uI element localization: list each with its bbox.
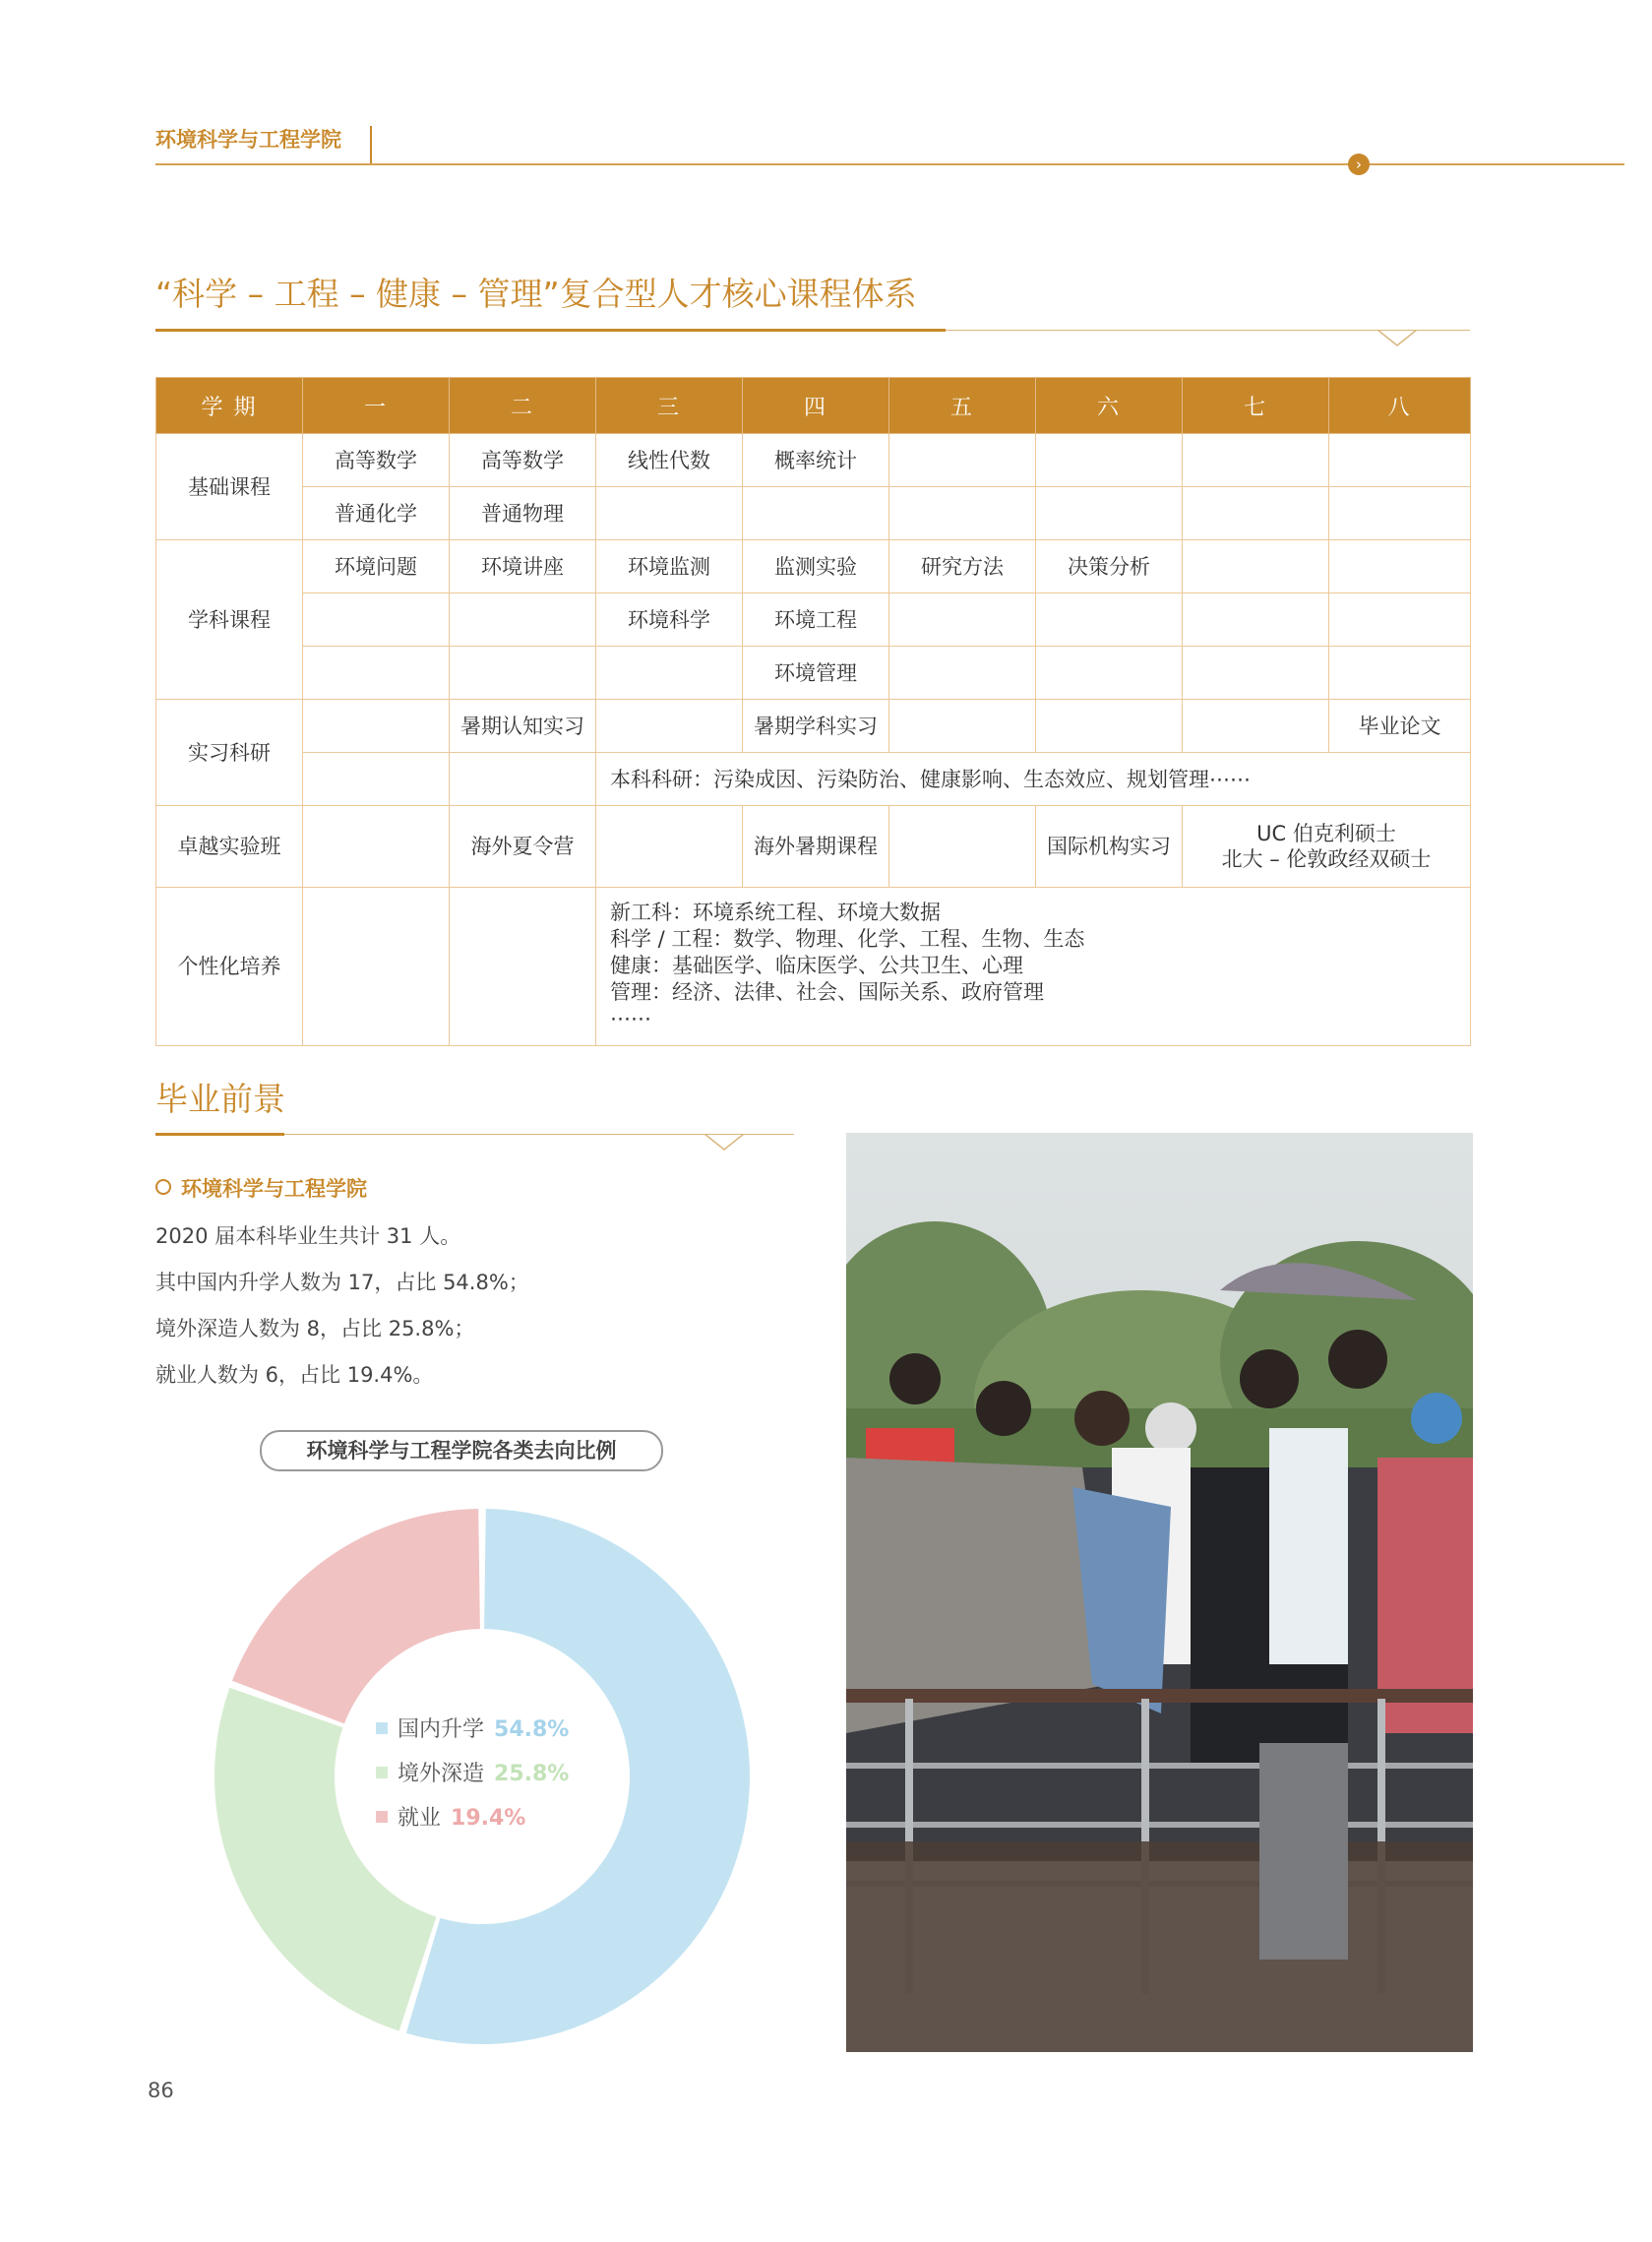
table-cell <box>1329 593 1471 647</box>
table-cell: 高等数学 <box>450 434 596 487</box>
table-cell: 暑期学科实习 <box>743 700 889 753</box>
table-row <box>156 647 1471 700</box>
table-cell <box>889 434 1036 487</box>
table-cell <box>303 888 450 1046</box>
legend-label: 就业 <box>398 1806 442 1831</box>
table-cell <box>1183 540 1329 593</box>
table-cell <box>1036 487 1183 540</box>
table-row <box>156 753 1471 806</box>
table-cell: 国际机构实习 <box>1036 806 1183 888</box>
table-cell <box>303 753 450 806</box>
table-row <box>156 540 1471 593</box>
table-cell <box>1183 647 1329 700</box>
table-cell <box>1329 434 1471 487</box>
legend-value: 54.8% <box>494 1717 570 1742</box>
table-cell <box>1036 647 1183 700</box>
table-cell: 环境监测 <box>596 540 743 593</box>
table-cell <box>450 753 596 806</box>
legend-swatch <box>376 1811 388 1823</box>
table-cell <box>596 647 743 700</box>
legend-item <box>376 1757 569 1787</box>
header-title: 环境科学与工程学院 <box>155 128 341 152</box>
table-cell <box>889 487 1036 540</box>
table-cell <box>1183 434 1329 487</box>
graduation-title-underline <box>155 1133 284 1136</box>
chevron-right-icon: › <box>1348 154 1370 175</box>
students-field-trip-photo <box>846 1133 1473 2052</box>
table-cell: 高等数学 <box>303 434 450 487</box>
personal-cell <box>596 888 1471 1046</box>
column-header: 一 <box>303 378 450 434</box>
legend-item <box>376 1713 569 1743</box>
legend-swatch <box>376 1767 388 1778</box>
table-cell <box>1036 593 1183 647</box>
table-cell <box>303 593 450 647</box>
table-cell: 普通物理 <box>450 487 596 540</box>
table-cell <box>596 487 743 540</box>
table-cell: 决策分析 <box>1036 540 1183 593</box>
curriculum-title-underline <box>155 329 946 332</box>
table-cell: 暑期认知实习 <box>450 700 596 753</box>
table-cell: 环境管理 <box>743 647 889 700</box>
table-cell: 概率统计 <box>743 434 889 487</box>
row-label: 个性化培养 <box>156 888 303 1046</box>
notch-icon <box>704 1134 744 1152</box>
table-cell: 监测实验 <box>743 540 889 593</box>
column-header: 三 <box>596 378 743 434</box>
column-header: 七 <box>1183 378 1329 434</box>
table-cell <box>1329 540 1471 593</box>
personal-line: 科学 / 工程：数学、物理、化学、工程、生物、生态 <box>610 927 1085 951</box>
curriculum-table <box>155 377 1471 1046</box>
row-label: 基础课程 <box>156 434 303 540</box>
table-cell: 环境科学 <box>596 593 743 647</box>
graduation-line: 其中国内升学人数为 17，占比 54.8%； <box>155 1271 529 1294</box>
notch-icon <box>1377 330 1417 347</box>
table-cell <box>450 647 596 700</box>
table-row <box>156 487 1471 540</box>
column-header: 二 <box>450 378 596 434</box>
photo-illustration <box>846 1133 1473 2052</box>
table-cell <box>450 593 596 647</box>
table-header-row <box>156 378 1471 434</box>
graduation-line: 就业人数为 6，占比 19.4%。 <box>155 1363 434 1387</box>
personal-line: ⋯⋯ <box>610 1007 651 1030</box>
column-header: 学 期 <box>156 378 303 434</box>
table-cell <box>889 593 1036 647</box>
header-rule-right <box>1371 163 1624 165</box>
table-cell: 普通化学 <box>303 487 450 540</box>
table-cell: 海外夏令营 <box>450 806 596 888</box>
legend-item <box>376 1801 569 1832</box>
table-cell <box>1183 487 1329 540</box>
research-cell: 本科科研：污染成因、污染防治、健康影响、生态效应、规划管理⋯⋯ <box>596 753 1471 806</box>
legend-label: 境外深造 <box>398 1762 485 1786</box>
table-cell <box>596 806 743 888</box>
table-cell <box>1329 647 1471 700</box>
personal-line: 新工科：环境系统工程、环境大数据 <box>610 901 941 924</box>
chart-title: 环境科学与工程学院各类去向比例 <box>260 1430 663 1471</box>
table-cell: 线性代数 <box>596 434 743 487</box>
row-label: 卓越实验班 <box>156 806 303 888</box>
table-cell: 环境工程 <box>743 593 889 647</box>
table-row <box>156 806 1471 888</box>
table-cell <box>1036 434 1183 487</box>
table-cell <box>596 700 743 753</box>
dual-degree-cell <box>1183 806 1471 888</box>
table-cell <box>303 700 450 753</box>
legend-value: 19.4% <box>451 1806 526 1831</box>
graduation-title: 毕业前景 <box>155 1080 285 1118</box>
table-cell: 环境问题 <box>303 540 450 593</box>
row-label: 学科课程 <box>156 540 303 700</box>
table-cell <box>1183 593 1329 647</box>
circle-bullet-icon <box>155 1179 171 1195</box>
table-cell <box>1183 700 1329 753</box>
table-row <box>156 700 1471 753</box>
graduation-line: 2020 届本科毕业生共计 31 人。 <box>155 1224 461 1248</box>
table-cell <box>889 806 1036 888</box>
table-cell: 环境讲座 <box>450 540 596 593</box>
table-row <box>156 434 1471 487</box>
table-cell <box>450 888 596 1046</box>
curriculum-title: “科学 – 工程 – 健康 – 管理”复合型人才核心课程体系 <box>155 275 917 313</box>
dual-degree-line: UC 伯克利硕士 <box>1256 822 1396 845</box>
personal-line: 管理：经济、法律、社会、国际关系、政府管理 <box>610 980 1044 1004</box>
table-cell <box>303 647 450 700</box>
table-cell <box>743 487 889 540</box>
personal-line: 健康：基础医学、临床医学、公共卫生、心理 <box>610 954 1023 977</box>
header-separator <box>370 126 372 165</box>
legend-swatch <box>376 1722 388 1734</box>
column-header: 五 <box>889 378 1036 434</box>
table-row <box>156 888 1471 1046</box>
table-cell <box>1036 700 1183 753</box>
table-cell <box>889 647 1036 700</box>
column-header: 四 <box>743 378 889 434</box>
row-label: 实习科研 <box>156 700 303 806</box>
dual-degree-line: 北大 – 伦敦政经双硕士 <box>1221 847 1432 871</box>
table-cell: 海外暑期课程 <box>743 806 889 888</box>
graduation-line: 境外深造人数为 8，占比 25.8%； <box>155 1317 475 1340</box>
table-cell: 研究方法 <box>889 540 1036 593</box>
legend-value: 25.8% <box>494 1762 570 1786</box>
chart-legend <box>376 1713 569 1832</box>
table-cell: 毕业论文 <box>1329 700 1471 753</box>
column-header: 八 <box>1329 378 1471 434</box>
table-cell <box>889 700 1036 753</box>
graduation-subtitle <box>155 1173 367 1203</box>
table-cell <box>303 806 450 888</box>
legend-label: 国内升学 <box>398 1717 485 1742</box>
header-rule <box>155 163 1519 165</box>
page-number: 86 <box>148 2079 174 2102</box>
column-header: 六 <box>1036 378 1183 434</box>
pie-slice <box>232 1509 480 1723</box>
table-row <box>156 593 1471 647</box>
table-cell <box>1329 487 1471 540</box>
graduation-subtitle-text: 环境科学与工程学院 <box>181 1177 367 1201</box>
